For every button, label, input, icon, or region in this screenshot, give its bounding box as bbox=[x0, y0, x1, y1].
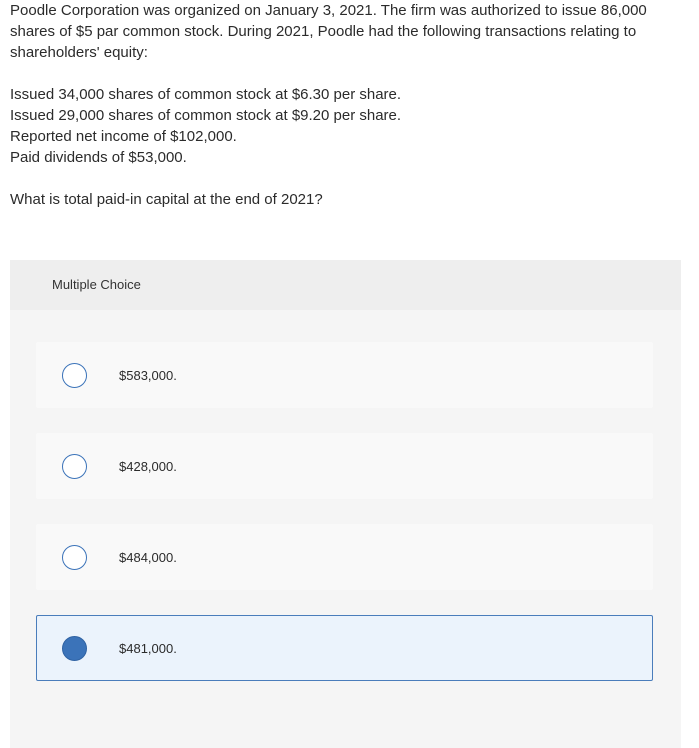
choice-option-3[interactable] bbox=[36, 524, 653, 590]
transaction-item: Issued 34,000 shares of common stock at $6.30 per share. bbox=[10, 86, 402, 103]
choice-label: $481,000. bbox=[119, 641, 177, 656]
choice-label: $428,000. bbox=[119, 459, 177, 474]
question-intro: Poodle Corporation was organized on January 3, 2021. The firm was authorized to issue 86,000 shares of $5 par common stock. During 2021, Poodle had the following transactions relating to shareholders' equity: bbox=[10, 2, 647, 61]
radio-button-icon[interactable] bbox=[62, 454, 87, 479]
radio-button-icon[interactable] bbox=[62, 363, 87, 388]
choice-label: $484,000. bbox=[119, 550, 177, 565]
question-text bbox=[10, 0, 690, 210]
radio-button-icon[interactable] bbox=[62, 545, 87, 570]
choice-option-1[interactable] bbox=[36, 342, 653, 408]
transaction-item: Reported net income of $102,000. bbox=[10, 128, 237, 145]
choice-label: $583,000. bbox=[119, 368, 177, 383]
multiple-choice-panel bbox=[10, 260, 681, 748]
question-prompt: What is total paid-in capital at the end of 2021? bbox=[10, 191, 323, 208]
transaction-list bbox=[10, 84, 690, 168]
choice-option-2[interactable] bbox=[36, 433, 653, 499]
transaction-item: Paid dividends of $53,000. bbox=[10, 149, 187, 166]
transaction-item: Issued 29,000 shares of common stock at $9.20 per share. bbox=[10, 107, 402, 124]
radio-button-icon[interactable] bbox=[62, 636, 87, 661]
multiple-choice-header: Multiple Choice bbox=[10, 260, 681, 310]
choice-option-4[interactable] bbox=[36, 615, 653, 681]
